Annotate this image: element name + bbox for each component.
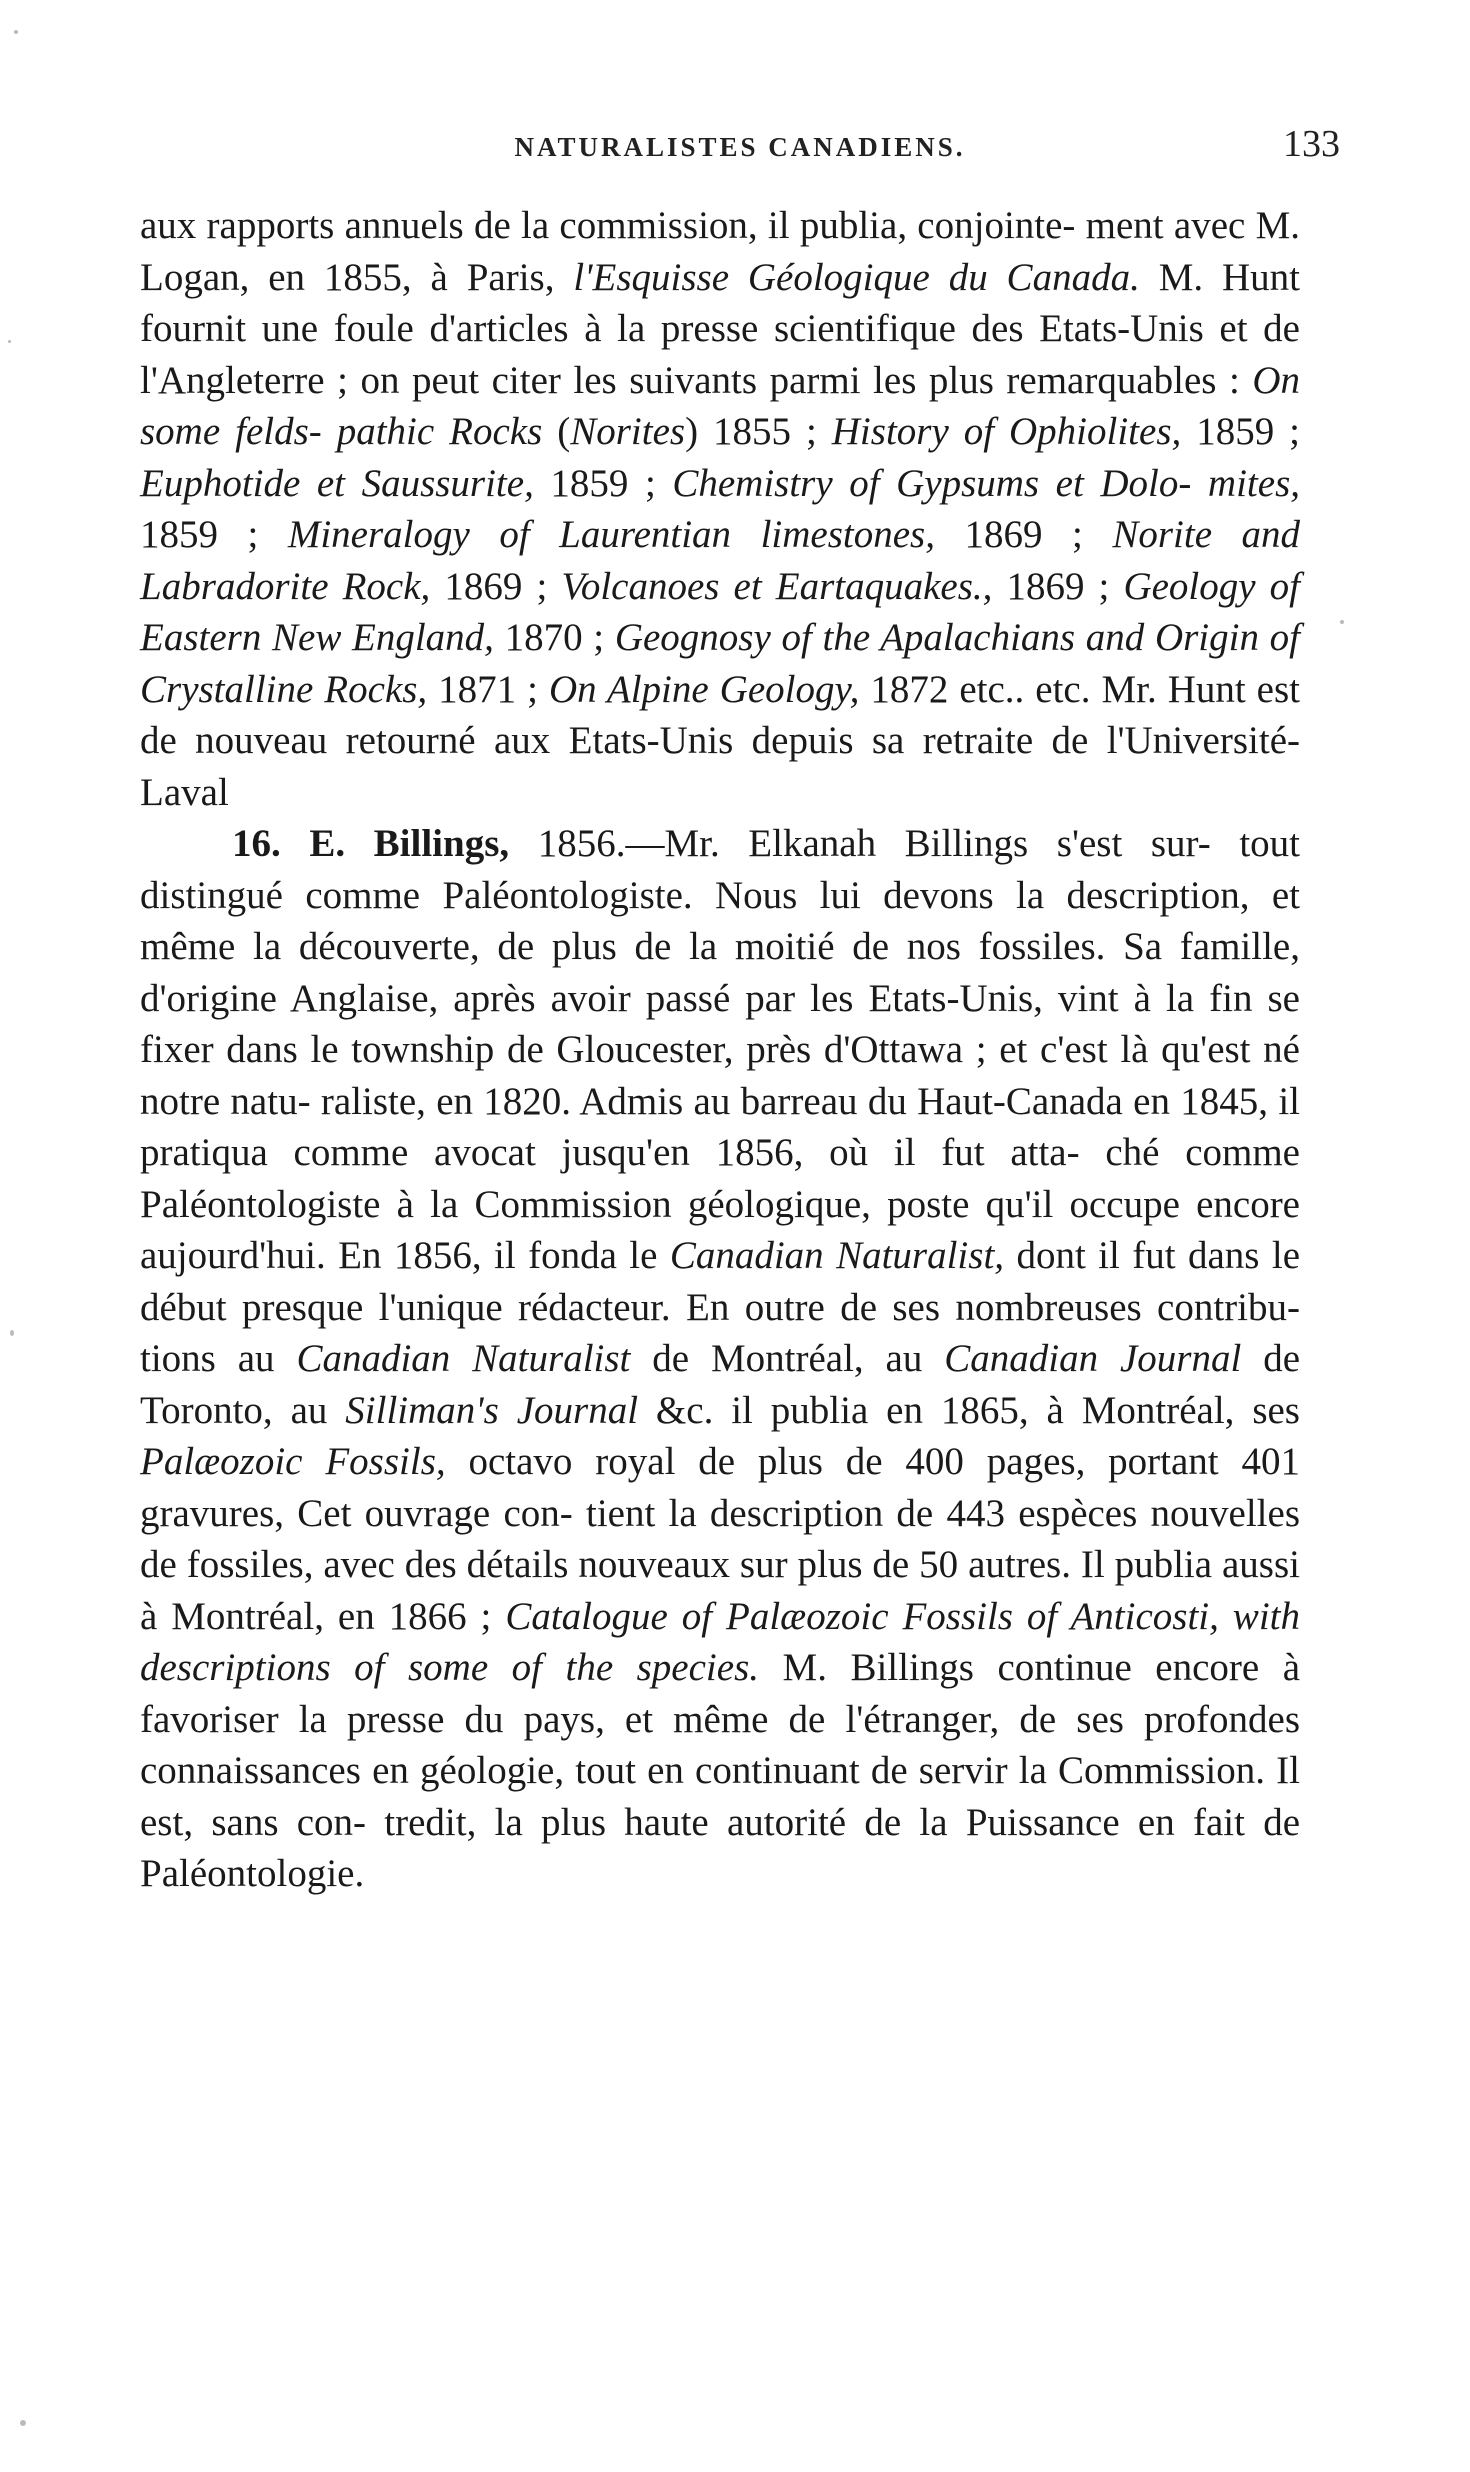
italic-title: Mineralogy of Laurentian limestones,: [287, 513, 935, 556]
text-run: M. Billings continue encore à favoriser la presse du pays, et même de l'étranger, de ses profondes connaissances en géologie, tout en continuant de servir la Commission. Il est, sans con- tredit, la plus haute autorité de la Puissance en fait de Paléontologie.: [140, 1646, 1301, 1895]
text-run: de Toronto, au: [140, 1337, 1301, 1432]
text-run: aux rapports annuels de la commission, il publia, conjointe- ment avec M. Logan, en 1855, à Paris,: [140, 204, 1300, 299]
italic-title: Euphotide et Saussurite,: [140, 461, 534, 505]
italic-title: History of Ophiolites,: [831, 410, 1182, 453]
italic-title: Norites: [570, 410, 686, 453]
page-number: 133: [1283, 123, 1340, 165]
text-run: 1859 ;: [533, 461, 673, 505]
italic-title: Canadian Naturalist: [296, 1337, 631, 1380]
text-run: &c. il publia en 1865, à Montréal, ses: [638, 1388, 1300, 1432]
italic-title: On Alpine Geology,: [548, 667, 860, 711]
running-title: NATURALISTES CANADIENS.: [514, 132, 966, 162]
scan-speckle: [8, 340, 11, 343]
scan-speckle: [1340, 620, 1344, 624]
text-run: 1859 ;: [1181, 410, 1300, 453]
text-run: octavo royal de plus de 400 pages, portant 401 gravures, Cet ouvrage con- tient la description de 443 espèces nouvelles de fossiles, avec des détails nouveaux sur plus de 50 autres. Il publia aussi à Montréal, en 1866 ;: [140, 1440, 1300, 1638]
italic-title: Geology of Eastern New England,: [140, 564, 1300, 659]
scan-speckle: [20, 2420, 26, 2426]
text-run: 1859 ;: [140, 513, 288, 556]
text-run: 1872 etc.. etc. Mr. Hunt est de nouveau retourné aux Etats-Unis depuis sa retraite de l'Université- Laval: [140, 667, 1300, 814]
book-page: [140, 0, 1340, 2472]
text-run: 1869 ;: [430, 564, 562, 608]
text-run: ) 1855 ;: [685, 410, 832, 453]
text-run: de Montréal, au: [630, 1337, 945, 1380]
scan-speckle: [14, 30, 18, 34]
text-run: dont il fut dans le début presque l'unique rédacteur. En outre de ses nombreuses contribu- tions au: [140, 1234, 1301, 1380]
italic-title: Geognosy of the Apalachians and Origin of Crystalline Rocks,: [140, 616, 1300, 711]
paragraph-hunt: [140, 200, 1300, 818]
text-run: 1869 ;: [934, 513, 1113, 556]
italic-title: l'Esquisse Géologique du Canada.: [573, 255, 1140, 299]
scan-speckle: [10, 1330, 14, 1336]
entry-heading: 16. E. Billings,: [232, 822, 510, 865]
italic-title: Norite and Labradorite Rock,: [140, 513, 1301, 608]
italic-title: Silliman's Journal: [345, 1388, 639, 1432]
italic-title: Catalogue of Palæozoic Fossils of Anticosti, with descriptions of some of the species.: [140, 1594, 1300, 1689]
text-run: 1871 ;: [427, 667, 549, 711]
text-run: M. Hunt fournit une foule d'articles à la presse scientifique des Etats-Unis et de l'Angleterre ; on peut citer les suivants parmi les plus remarquables :: [140, 255, 1300, 402]
body-text: [140, 200, 1300, 1900]
italic-title: On some felds- pathic Rocks: [140, 358, 1300, 453]
text-run: 1870 ;: [493, 616, 615, 659]
italic-title: Canadian Journal: [944, 1337, 1242, 1380]
italic-title: Palæozoic Fossils,: [140, 1440, 446, 1483]
text-run: 1856.—Mr. Elkanah Billings s'est sur- tout distingué comme Paléontologiste. Nous lui devons la description, et même la découverte, de plus de la moitié de nos fossiles. Sa famille, d'origine Anglaise, après avoir passé par les Etats-Unis, vint à la fin se fixer dans le township de Gloucester, près d'Ottawa ; et c'est là qu'est né notre natu- raliste, en 1820. Admis au barreau du Haut-Canada en 1845, il pratiqua comme avocat jusqu'en 1856, où il fut atta- ché comme Paléontologiste à la Commission géologique, poste qu'il occupe encore aujourd'hui. En 1856, il fonda le: [140, 822, 1300, 1277]
italic-title: Chemistry of Gypsums et Dolo- mites,: [672, 461, 1300, 505]
running-head: [140, 122, 1340, 182]
text-run: 1869 ;: [992, 564, 1124, 608]
italic-title: Canadian Naturalist,: [669, 1234, 1005, 1277]
text-run: (: [542, 410, 571, 453]
paragraph-billings: [140, 818, 1300, 1900]
italic-title: Volcanoes et Eartaquakes.,: [561, 564, 993, 608]
